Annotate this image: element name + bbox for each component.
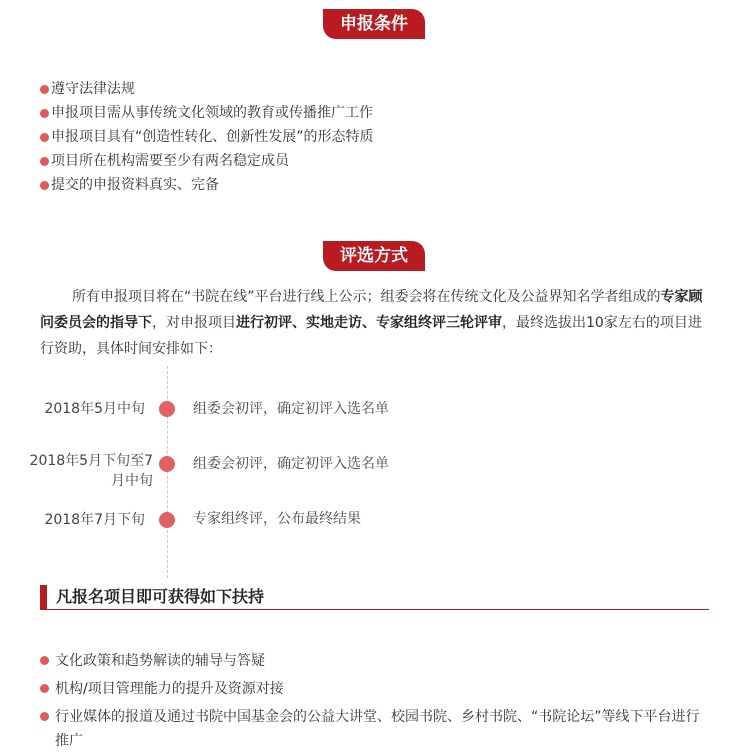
list-item-text: 项目所在机构需要至少有两名稳定成员 [51,153,289,169]
list-item-text: 遵守法律法规 [51,81,135,97]
timeline-dot-icon [159,401,175,417]
list-item [40,176,374,200]
timeline-description: 专家组终评，公布最终结果 [193,511,361,527]
timeline-description: 组委会初评，确定初评入选名单 [193,456,389,472]
bullet-dot-icon [40,109,49,118]
list-item-text: 行业媒体的报道及通过书院中国基金会的公益大讲堂、校园书院、乡村书院、“书院论坛”等线下平台进行推广 [55,709,700,749]
list-item [40,649,712,673]
timeline-dot-icon [159,512,175,528]
bullet-dot-icon [40,157,49,166]
bullet-dot-icon [40,181,49,190]
support-section-title: 凡报名项目即可获得如下扶持 [56,587,265,606]
list-item [40,104,374,128]
bullet-dot-icon [40,85,49,94]
list-item [40,705,712,753]
list-item [40,128,374,152]
conditions-list [40,80,374,200]
selection-intro-paragraph [40,284,712,362]
section-tag-selection-method: 评选方式 [323,241,425,271]
bullet-dot-icon [40,133,49,142]
intro-text: ，最终选拔出10家左右的项目进行资助，具体时间安排如下： [40,315,702,357]
intro-text: ，对申报项目 [152,315,236,331]
timeline-date: 2018年7月下旬 [44,512,145,528]
intro-emphasis: 专家顾问委员会的指导下 [40,289,703,331]
list-item [40,677,712,701]
list-item [40,152,374,176]
bullet-dot-icon [40,712,49,721]
timeline-date: 2018年5月中旬 [44,401,145,417]
support-section-header [40,585,709,610]
timeline-description: 组委会初评，确定初评入选名单 [193,401,389,417]
bullet-dot-icon [40,684,49,693]
list-item-text: 机构/项目管理能力的提升及资源对接 [55,681,284,697]
bullet-dot-icon [40,656,49,665]
section-accent-bar [40,585,47,609]
support-list [40,649,712,753]
timeline-line [167,366,168,578]
list-item-text: 文化政策和趋势解读的辅导与答疑 [55,653,265,669]
intro-text: 所有申报项目将在“书院在线”平台进行线上公示；组委会将在传统文化及公益界知名学者组成的 [72,289,661,305]
list-item-text: 申报项目具有“创造性转化、创新性发展”的形态特质 [51,129,374,145]
timeline-dot-icon [159,456,175,472]
timeline-date: 2018年5月下旬至7月中旬 [29,453,153,489]
section-tag-application-conditions: 申报条件 [323,9,425,39]
intro-emphasis: 进行初评、实地走访、专家组终评三轮评审 [236,315,502,331]
list-item-text: 提交的申报资料真实、完备 [51,177,219,193]
list-item-text: 申报项目需从事传统文化领域的教育或传播推广工作 [51,105,373,121]
list-item [40,80,374,104]
